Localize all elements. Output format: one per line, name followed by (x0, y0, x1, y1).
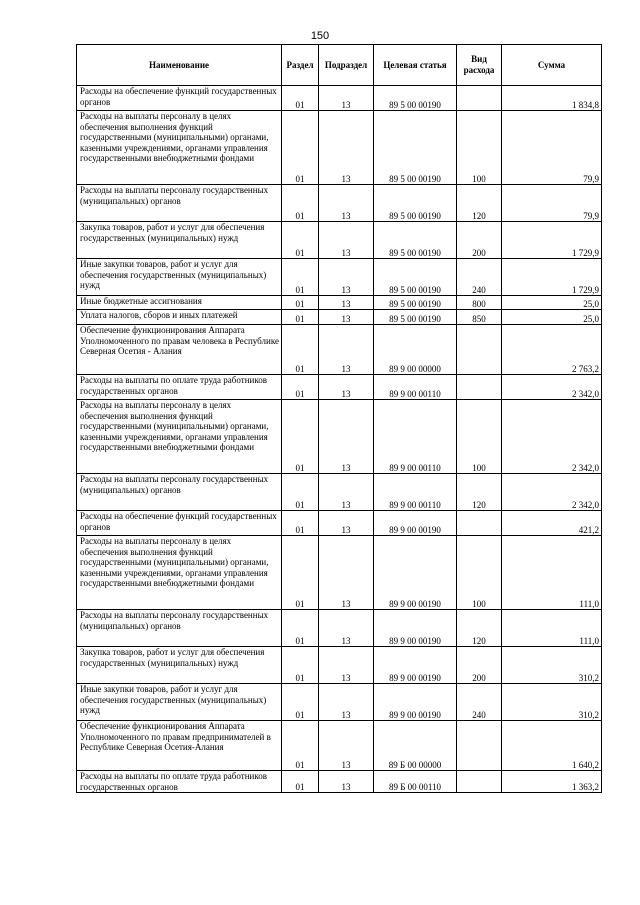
row-statya: 89 5 00 00190 (374, 296, 457, 310)
row-summa: 2 342,0 (502, 375, 602, 400)
row-vid (457, 86, 502, 111)
row-name: Иные бюджетные ассигнования (77, 296, 282, 310)
row-name: Расходы на выплаты персоналу государственных (муниципальных) органов (77, 474, 282, 511)
table-row (77, 296, 602, 310)
row-podrazdel: 13 (319, 400, 374, 474)
row-vid: 800 (457, 296, 502, 310)
row-summa: 1 640,2 (502, 721, 602, 771)
table-row (77, 400, 602, 474)
row-name: Расходы на выплаты персоналу в целях обеспечения выполнения функций государственными (муниципальными) органами, казенными учреждениями, органами управления государственными внебюджетными фондами (77, 111, 282, 185)
table-row (77, 259, 602, 296)
row-podrazdel: 13 (319, 259, 374, 296)
row-razdel: 01 (282, 86, 319, 111)
row-summa: 79,9 (502, 185, 602, 222)
row-statya: 89 5 00 00190 (374, 259, 457, 296)
header-razdel: Раздел (282, 45, 319, 86)
row-razdel: 01 (282, 111, 319, 185)
row-name: Расходы на выплаты персоналу в целях обеспечения выполнения функций государственными (муниципальными) органами, казенными учреждениями, органами управления государственными внебюджетными фондами (77, 536, 282, 610)
row-statya: 89 9 00 00190 (374, 684, 457, 721)
row-statya: 89 5 00 00190 (374, 222, 457, 259)
row-statya: 89 9 00 00110 (374, 400, 457, 474)
row-razdel: 01 (282, 684, 319, 721)
header-statya: Целевая статья (374, 45, 457, 86)
row-statya: 89 5 00 00190 (374, 86, 457, 111)
row-statya: 89 9 00 00000 (374, 325, 457, 375)
row-statya: 89 9 00 00190 (374, 536, 457, 610)
row-summa: 2 763,2 (502, 325, 602, 375)
row-vid: 120 (457, 185, 502, 222)
row-razdel: 01 (282, 222, 319, 259)
row-name: Закупка товаров, работ и услуг для обеспечения государственных (муниципальных) нужд (77, 647, 282, 684)
row-razdel: 01 (282, 185, 319, 222)
row-razdel: 01 (282, 310, 319, 325)
table-row (77, 375, 602, 400)
row-summa: 2 342,0 (502, 474, 602, 511)
row-razdel: 01 (282, 771, 319, 793)
row-razdel: 01 (282, 375, 319, 400)
row-razdel: 01 (282, 325, 319, 375)
row-podrazdel: 13 (319, 185, 374, 222)
row-podrazdel: 13 (319, 222, 374, 259)
row-statya: 89 9 00 00190 (374, 647, 457, 684)
row-razdel: 01 (282, 647, 319, 684)
row-statya: 89 9 00 00190 (374, 511, 457, 536)
header-vid: Вид расхода (457, 45, 502, 86)
row-summa: 421,2 (502, 511, 602, 536)
row-statya: 89 Б 00 00000 (374, 721, 457, 771)
row-razdel: 01 (282, 400, 319, 474)
row-name: Расходы на выплаты по оплате труда работников государственных органов (77, 375, 282, 400)
header-podrazdel: Подраздел (319, 45, 374, 86)
table-row (77, 474, 602, 511)
table-row (77, 86, 602, 111)
row-statya: 89 9 00 00110 (374, 375, 457, 400)
row-podrazdel: 13 (319, 684, 374, 721)
row-statya: 89 5 00 00190 (374, 111, 457, 185)
row-name: Расходы на выплаты по оплате труда работников государственных органов (77, 771, 282, 793)
row-summa: 1 729,9 (502, 259, 602, 296)
row-razdel: 01 (282, 296, 319, 310)
row-name: Уплата налогов, сборов и иных платежей (77, 310, 282, 325)
row-podrazdel: 13 (319, 610, 374, 647)
row-podrazdel: 13 (319, 310, 374, 325)
row-podrazdel: 13 (319, 325, 374, 375)
table-row (77, 222, 602, 259)
row-vid: 100 (457, 111, 502, 185)
row-name: Иные закупки товаров, работ и услуг для обеспечения государственных (муниципальных) нужд (77, 259, 282, 296)
row-podrazdel: 13 (319, 536, 374, 610)
row-statya: 89 5 00 00190 (374, 185, 457, 222)
row-summa: 111,0 (502, 610, 602, 647)
header-summa: Сумма (502, 45, 602, 86)
row-vid: 200 (457, 222, 502, 259)
row-name: Расходы на обеспечение функций государственных органов (77, 86, 282, 111)
budget-table (76, 44, 602, 793)
table-row (77, 111, 602, 185)
row-name: Расходы на обеспечение функций государственных органов (77, 511, 282, 536)
row-vid: 120 (457, 610, 502, 647)
row-summa: 79,9 (502, 111, 602, 185)
row-summa: 1 834,8 (502, 86, 602, 111)
table-row (77, 610, 602, 647)
row-podrazdel: 13 (319, 771, 374, 793)
row-podrazdel: 13 (319, 86, 374, 111)
row-name: Расходы на выплаты персоналу государственных (муниципальных) органов (77, 610, 282, 647)
row-statya: 89 9 00 00190 (374, 610, 457, 647)
table-row (77, 684, 602, 721)
row-name: Расходы на выплаты персоналу государственных (муниципальных) органов (77, 185, 282, 222)
row-razdel: 01 (282, 610, 319, 647)
row-vid (457, 771, 502, 793)
header-name: Наименование (77, 45, 282, 86)
row-name: Иные закупки товаров, работ и услуг для обеспечения государственных (муниципальных) нужд (77, 684, 282, 721)
table-row (77, 647, 602, 684)
table-row (77, 536, 602, 610)
row-vid: 240 (457, 259, 502, 296)
row-vid: 200 (457, 647, 502, 684)
page-number: 150 (310, 30, 330, 42)
row-name: Закупка товаров, работ и услуг для обеспечения государственных (муниципальных) нужд (77, 222, 282, 259)
row-podrazdel: 13 (319, 111, 374, 185)
table-row (77, 721, 602, 771)
row-razdel: 01 (282, 721, 319, 771)
row-vid: 100 (457, 536, 502, 610)
row-vid: 850 (457, 310, 502, 325)
row-summa: 1 363,2 (502, 771, 602, 793)
row-statya: 89 9 00 00110 (374, 474, 457, 511)
row-podrazdel: 13 (319, 721, 374, 771)
row-vid (457, 721, 502, 771)
row-statya: 89 Б 00 00110 (374, 771, 457, 793)
row-vid: 120 (457, 474, 502, 511)
row-podrazdel: 13 (319, 296, 374, 310)
row-podrazdel: 13 (319, 375, 374, 400)
row-summa: 25,0 (502, 310, 602, 325)
row-summa: 310,2 (502, 684, 602, 721)
row-vid (457, 325, 502, 375)
row-razdel: 01 (282, 474, 319, 511)
row-vid: 100 (457, 400, 502, 474)
row-name: Обеспечение функционирования Аппарата Уполномоченного по правам предпринимателей в Республике Северная Осетия-Алания (77, 721, 282, 771)
row-vid (457, 511, 502, 536)
row-razdel: 01 (282, 259, 319, 296)
table-row (77, 771, 602, 793)
row-summa: 1 729,9 (502, 222, 602, 259)
table-row (77, 511, 602, 536)
row-name: Расходы на выплаты персоналу в целях обеспечения выполнения функций государственными (муниципальными) органами, казенными учреждениями, органами управления государственными внебюджетными фондами (77, 400, 282, 474)
table-row (77, 185, 602, 222)
row-statya: 89 5 00 00190 (374, 310, 457, 325)
row-razdel: 01 (282, 511, 319, 536)
row-summa: 310,2 (502, 647, 602, 684)
table-row (77, 325, 602, 375)
row-summa: 2 342,0 (502, 400, 602, 474)
row-razdel: 01 (282, 536, 319, 610)
table-row (77, 310, 602, 325)
row-podrazdel: 13 (319, 474, 374, 511)
row-name: Обеспечение функционирования Аппарата Уполномоченного по правам человека в Республике Северная Осетия - Алания (77, 325, 282, 375)
row-summa: 111,0 (502, 536, 602, 610)
row-vid: 240 (457, 684, 502, 721)
row-podrazdel: 13 (319, 511, 374, 536)
table-header-row (77, 45, 602, 86)
row-podrazdel: 13 (319, 647, 374, 684)
row-summa: 25,0 (502, 296, 602, 310)
row-vid (457, 375, 502, 400)
